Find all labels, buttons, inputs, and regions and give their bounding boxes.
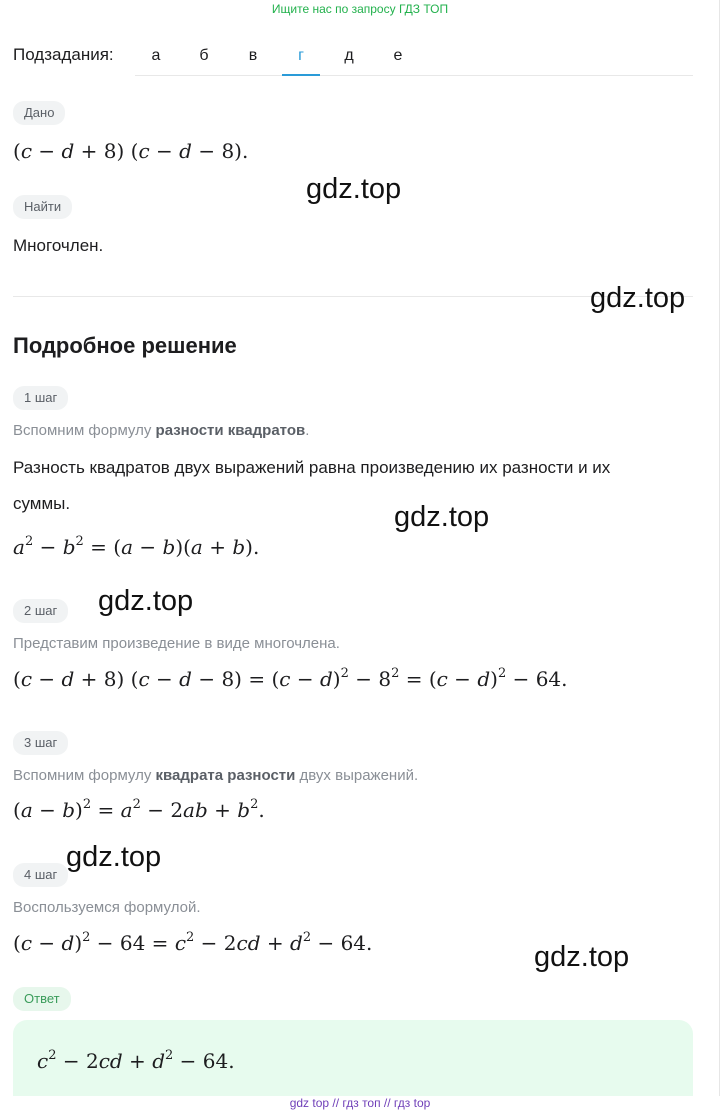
answer-formula: $c^2 - 2cd + d^2 - 64$. xyxy=(37,1048,235,1073)
step-2-formula: (c − d + 8) $(c - d - 8) = (c - d)^2 - 8^2 = (c - d)^2 - 64$. xyxy=(13,666,568,691)
step-4-formula: $(c - d)^2 - 64 = c^2 - 2cd + d^2 - 64$. xyxy=(13,930,373,955)
step-1-chip: 1 шаг xyxy=(13,386,68,410)
watermark: gdz.top xyxy=(66,841,162,873)
step-2-chip: 2 шаг xyxy=(13,599,68,623)
step-1-text-line1: Разность квадратов двух выражений равна произведению их разности и их xyxy=(13,458,611,477)
find-text: Многочлен. xyxy=(13,236,104,255)
watermark: gdz.top xyxy=(590,282,686,314)
given-expression: (c − d + 8) (c − d − 8). xyxy=(13,139,249,163)
answer-chip: Ответ xyxy=(13,987,71,1011)
top-banner[interactable]: Ищите нас по запросу ГДЗ ТОП xyxy=(271,2,449,16)
tab-g-active[interactable]: г xyxy=(282,38,320,76)
step-3-chip: 3 шаг xyxy=(13,731,68,755)
footer-links[interactable]: gdz top // гдз топ // гдз top xyxy=(0,1096,720,1115)
given-chip: Дано xyxy=(13,101,65,125)
step-3-note: Вспомним формулу квадрата разности двух выражений. xyxy=(13,767,419,784)
watermark: gdz.top xyxy=(306,173,402,205)
subtask-tabs xyxy=(135,38,693,76)
find-chip: Найти xyxy=(13,195,72,219)
step-1-text-line2: суммы. xyxy=(13,494,71,513)
step-1-formula: $a^2 - b^2 = (a - b)(a + b)$. xyxy=(13,534,260,559)
step-4-note: Воспользуемся формулой. xyxy=(13,899,201,916)
step-3-formula: $(a - b)^2 = a^2 - 2ab + b^2$. xyxy=(13,797,265,822)
step-4-chip: 4 шаг xyxy=(13,863,68,887)
tab-b[interactable]: б xyxy=(199,47,209,64)
solution-title: Подробное решение xyxy=(13,333,237,358)
watermark: gdz.top xyxy=(394,501,490,533)
tab-e[interactable]: е xyxy=(393,47,403,64)
watermark: gdz.top xyxy=(534,941,630,973)
watermark: gdz.top xyxy=(98,585,194,617)
tab-a[interactable]: а xyxy=(151,47,161,64)
subtasks-label: Подзадания: xyxy=(13,45,114,64)
tab-v[interactable]: в xyxy=(248,47,258,64)
step-1-note: Вспомним формулу разности квадратов. xyxy=(13,422,310,439)
tab-d[interactable]: д xyxy=(344,47,354,64)
step-2-note: Представим произведение в виде многочлена. xyxy=(13,635,340,652)
